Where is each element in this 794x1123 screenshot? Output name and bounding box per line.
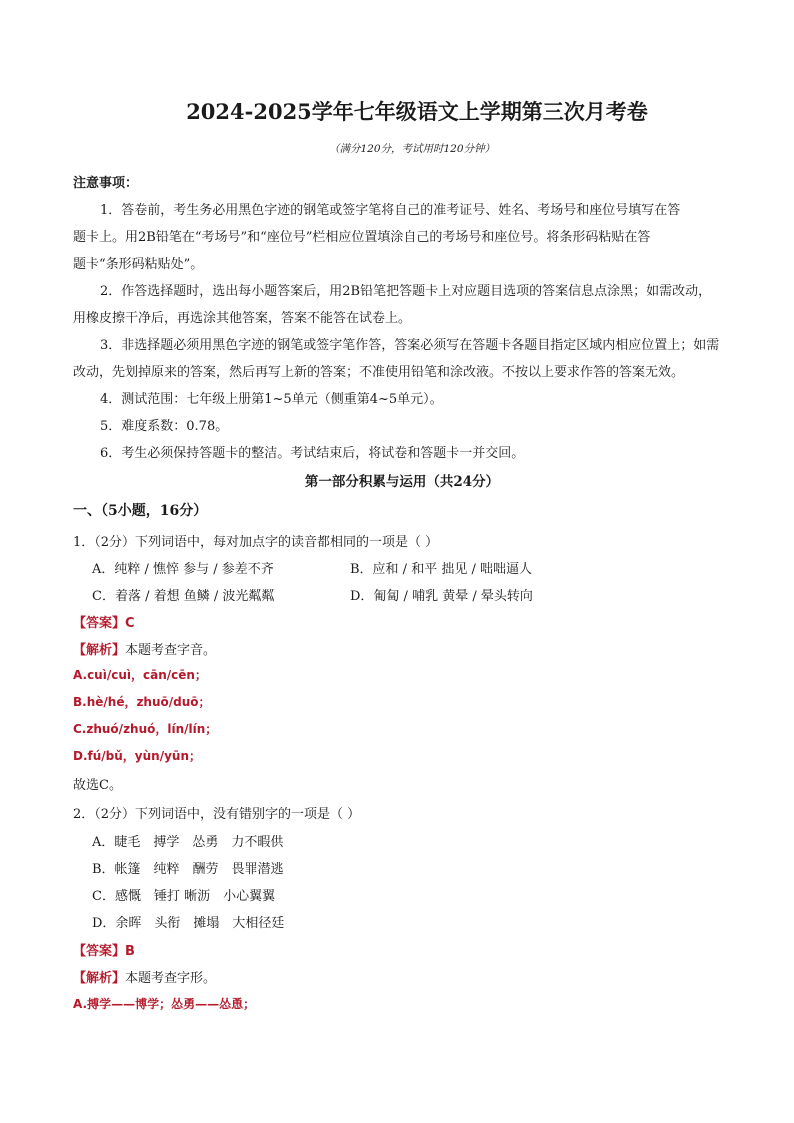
q2-answer: 【答案】B xyxy=(73,944,135,959)
q1-analysis-line-a: A.cuì/cuì，cān/cēn； xyxy=(73,668,207,682)
q1-stem: 1．（2分）下列词语中，每对加点字的读音都相同的一项是（ ） xyxy=(73,535,439,550)
notice-line-7: 改动，先划掉原来的答案，然后再写上新的答案；不准使用铅笔和涂改液。不按以上要求作答的答案无效。 xyxy=(73,365,685,380)
notice-line-2: 题卡上。用2B铅笔在“考场号”和“座位号”栏相应位置填涂自己的考场号和座位号。将条形码粘贴在答 xyxy=(73,230,651,245)
q1-analysis-line-b: B.hè/hé，zhuō/duō； xyxy=(73,695,211,709)
q2-option-b: B．帐篷 纯粹 酬劳 畏罪潜逃 xyxy=(92,862,284,877)
notice-line-4: 2．作答选择题时，选出每小题答案后，用2B铅笔把答题卡上对应题目选项的答案信息点涂黑；如需改动， xyxy=(100,284,712,299)
notice-line-9: 5．难度系数：0.78。 xyxy=(100,419,229,434)
q2-analysis xyxy=(73,967,216,986)
q1-analysis-line-c: C.zhuó/zhuó，lín/lín； xyxy=(73,722,218,736)
notice-line-1: 1．答卷前，考生务必用黑色字迹的钢笔或签字笔将自己的准考证号、姓名、考场号和座位号填写在答 xyxy=(100,203,681,218)
q2-option-c: C．感慨 锤打 晰沥 小心翼翼 xyxy=(92,889,276,904)
notice-line-5: 用橡皮擦干净后，再选涂其他答案，答案不能答在试卷上。 xyxy=(73,311,412,326)
q2-analysis-line-a: A.搏学——博学；怂勇——怂恿； xyxy=(73,997,256,1011)
q2-analysis-label: 【解析】 xyxy=(73,971,126,986)
notice-line-8: 4．测试范围：七年级上册第1~5单元（侧重第4~5单元）。 xyxy=(100,392,443,407)
q1-option-c: C．着落 / 着想 鱼鳞 / 波光粼粼 xyxy=(92,589,275,604)
q1-option-b: B．应和 / 和平 拙见 / 咄咄逼人 xyxy=(350,562,532,577)
notice-line-3: 题卡“条形码粘贴处”。 xyxy=(73,257,204,272)
page-title: 2024-2025学年七年级语文上学期第三次月考卷 xyxy=(186,99,648,124)
page-subtitle: （满分120分，考试用时120分钟） xyxy=(328,143,496,155)
q2-option-d: D．余晖 头衔 摊塌 大相径廷 xyxy=(92,916,285,931)
notice-heading: 注意事项： xyxy=(73,176,139,191)
q1-analysis xyxy=(73,639,216,658)
notice-line-10: 6．考生必须保持答题卡的整洁。考试结束后，将试卷和答题卡一并交回。 xyxy=(100,446,525,461)
q2-option-a: A．睫毛 搏学 怂勇 力不暇供 xyxy=(92,835,284,850)
q1-conclusion: 故选C。 xyxy=(73,778,122,793)
q1-analysis-text: 本题考查字音。 xyxy=(125,643,217,658)
q1-analysis-line-d: D.fú/bǔ，yùn/yūn； xyxy=(73,749,201,763)
q1-analysis-label: 【解析】 xyxy=(73,643,126,658)
q1-option-a: A．纯粹 / 憔悴 参与 / 参差不齐 xyxy=(92,562,274,577)
q1-option-d: D．匍匐 / 哺乳 黄晕 / 晕头转向 xyxy=(350,589,533,604)
section-heading: 一、（5小题，16分） xyxy=(73,503,208,519)
notice-line-6: 3．非选择题必须用黑色字迹的钢笔或签字笔作答，答案必须写在答题卡各题目指定区域内相应位置上；如需 xyxy=(100,338,720,353)
part-title: 第一部分积累与运用（共24分） xyxy=(304,474,500,490)
q2-stem: 2．（2分）下列词语中，没有错别字的一项是（ ） xyxy=(73,807,361,822)
q2-analysis-text: 本题考查字形。 xyxy=(125,971,217,986)
q1-answer: 【答案】C xyxy=(73,616,135,631)
